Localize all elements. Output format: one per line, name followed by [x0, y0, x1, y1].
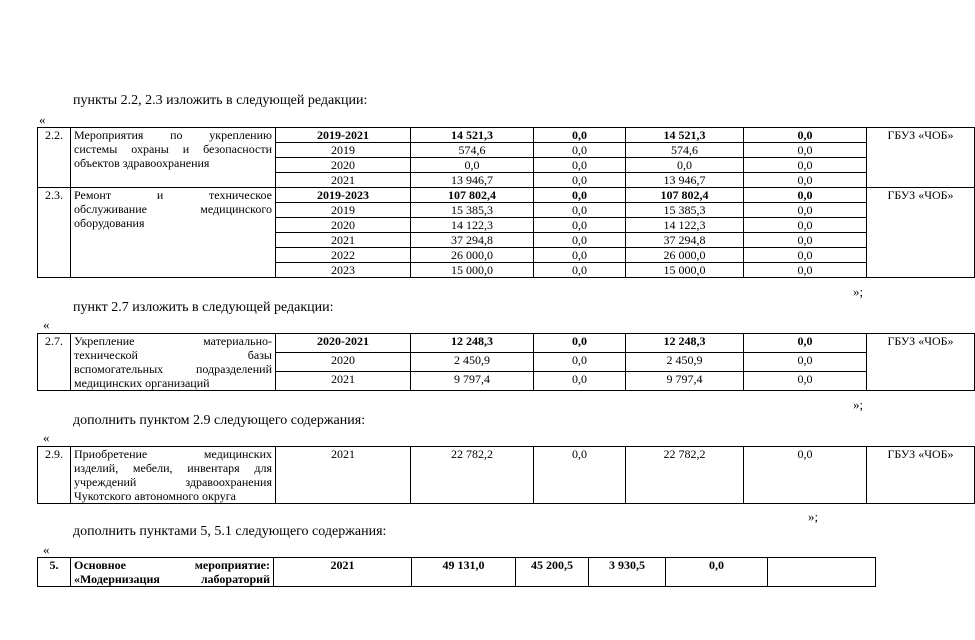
row-number: 2.2. — [38, 128, 71, 188]
value-b-cell: 45 200,5 — [516, 558, 589, 587]
desc-line: объектов здравоохранения — [74, 156, 210, 170]
value-d-cell: 0,0 — [744, 188, 867, 203]
value-c-cell: 9 797,4 — [626, 372, 744, 391]
period-cell: 2020 — [276, 158, 411, 173]
period-cell: 2021 — [276, 372, 411, 391]
row-description — [71, 558, 274, 587]
row-description — [71, 447, 276, 504]
total-cell: 15 385,3 — [411, 203, 534, 218]
table-row — [38, 188, 975, 203]
value-d-cell: 0,0 — [666, 558, 768, 587]
period-cell: 2019 — [276, 143, 411, 158]
desc-line: «Модернизация лабораторий — [74, 572, 270, 586]
desc-line: вспомогательных подразделений — [74, 362, 272, 376]
org-cell — [768, 558, 876, 587]
table-2-2-2-3 — [37, 127, 975, 278]
row-number: 2.9. — [38, 447, 71, 504]
value-b-cell: 0,0 — [534, 173, 626, 188]
value-d-cell: 0,0 — [744, 447, 867, 504]
desc-line: системы охраны и безопасности — [74, 142, 272, 156]
total-cell: 37 294,8 — [411, 233, 534, 248]
close-quote: »; — [808, 509, 819, 524]
value-d-cell: 0,0 — [744, 173, 867, 188]
total-cell: 107 802,4 — [411, 188, 534, 203]
row-number: 5. — [38, 558, 71, 587]
open-quote: « — [39, 112, 46, 127]
table-row — [38, 447, 975, 504]
desc-line: оборудования — [74, 216, 145, 230]
period-cell: 2021 — [276, 173, 411, 188]
value-c-cell: 14 521,3 — [626, 128, 744, 143]
table-row — [38, 128, 975, 143]
period-cell: 2023 — [276, 263, 411, 278]
value-c-cell: 15 000,0 — [626, 263, 744, 278]
desc-line: технической базы — [74, 348, 272, 362]
total-cell: 9 797,4 — [411, 372, 534, 391]
desc-line: медицинских организаций — [74, 376, 210, 390]
value-b-cell: 0,0 — [534, 263, 626, 278]
table-row — [38, 558, 876, 587]
section-intro-5: дополнить пунктами 5, 5.1 следующего содержания: — [73, 524, 387, 539]
value-c-cell: 22 782,2 — [626, 447, 744, 504]
open-quote: « — [43, 317, 50, 332]
table-2-9 — [37, 446, 975, 504]
value-c-cell: 107 802,4 — [626, 188, 744, 203]
value-b-cell: 0,0 — [534, 447, 626, 504]
total-cell: 0,0 — [411, 158, 534, 173]
total-cell: 14 122,3 — [411, 218, 534, 233]
period-cell: 2021 — [276, 447, 411, 504]
value-b-cell: 0,0 — [534, 372, 626, 391]
value-c-cell: 14 122,3 — [626, 218, 744, 233]
desc-line: обслуживание медицинского — [74, 202, 272, 216]
desc-line: изделий, мебели, инвентаря для — [74, 461, 272, 475]
value-d-cell: 0,0 — [744, 203, 867, 218]
open-quote: « — [43, 430, 50, 445]
value-b-cell: 0,0 — [534, 128, 626, 143]
value-c-cell: 3 930,5 — [589, 558, 666, 587]
value-d-cell: 0,0 — [744, 334, 867, 353]
value-c-cell: 574,6 — [626, 143, 744, 158]
desc-line: Приобретение медицинских — [74, 447, 272, 461]
desc-line: Мероприятия по укреплению — [74, 128, 272, 142]
row-description — [71, 188, 276, 278]
row-number: 2.7. — [38, 334, 71, 391]
org-cell: ГБУЗ «ЧОБ» — [867, 188, 975, 278]
org-cell: ГБУЗ «ЧОБ» — [867, 334, 975, 391]
row-number: 2.3. — [38, 188, 71, 278]
value-b-cell: 0,0 — [534, 158, 626, 173]
section-intro-2-9: дополнить пунктом 2.9 следующего содержания: — [73, 413, 366, 428]
row-description — [71, 128, 276, 188]
value-b-cell: 0,0 — [534, 334, 626, 353]
desc-line: учреждений здравоохранения — [74, 475, 272, 489]
section-intro-2-7: пункт 2.7 изложить в следующей редакции: — [73, 300, 334, 315]
total-cell: 22 782,2 — [411, 447, 534, 504]
open-quote: « — [43, 542, 50, 557]
desc-line: Чукотского автономного округа — [74, 489, 236, 503]
period-cell: 2021 — [274, 558, 412, 587]
period-cell: 2020 — [276, 353, 411, 372]
value-b-cell: 0,0 — [534, 218, 626, 233]
value-d-cell: 0,0 — [744, 218, 867, 233]
total-cell: 574,6 — [411, 143, 534, 158]
period-cell: 2021 — [276, 233, 411, 248]
table-2-7 — [37, 333, 975, 391]
period-cell: 2019 — [276, 203, 411, 218]
value-b-cell: 0,0 — [534, 248, 626, 263]
period-cell: 2020 — [276, 218, 411, 233]
value-b-cell: 0,0 — [534, 233, 626, 248]
value-b-cell: 0,0 — [534, 203, 626, 218]
value-b-cell: 0,0 — [534, 188, 626, 203]
value-c-cell: 15 385,3 — [626, 203, 744, 218]
value-c-cell: 26 000,0 — [626, 248, 744, 263]
total-cell: 12 248,3 — [411, 334, 534, 353]
total-cell: 2 450,9 — [411, 353, 534, 372]
value-c-cell: 0,0 — [626, 158, 744, 173]
value-b-cell: 0,0 — [534, 353, 626, 372]
value-b-cell: 0,0 — [534, 143, 626, 158]
org-cell: ГБУЗ «ЧОБ» — [867, 447, 975, 504]
total-cell: 13 946,7 — [411, 173, 534, 188]
period-cell: 2022 — [276, 248, 411, 263]
period-cell: 2019-2021 — [276, 128, 411, 143]
total-cell: 49 131,0 — [412, 558, 516, 587]
desc-line: Укрепление материально- — [74, 334, 272, 348]
desc-line: Ремонт и техническое — [74, 188, 272, 202]
org-cell: ГБУЗ «ЧОБ» — [867, 128, 975, 188]
table-5 — [37, 557, 876, 587]
total-cell: 26 000,0 — [411, 248, 534, 263]
value-c-cell: 2 450,9 — [626, 353, 744, 372]
table-row — [38, 334, 975, 353]
value-d-cell: 0,0 — [744, 372, 867, 391]
period-cell: 2020-2021 — [276, 334, 411, 353]
desc-line: Основное мероприятие: — [74, 558, 270, 572]
close-quote: »; — [853, 284, 864, 299]
value-d-cell: 0,0 — [744, 128, 867, 143]
value-d-cell: 0,0 — [744, 158, 867, 173]
value-d-cell: 0,0 — [744, 353, 867, 372]
value-c-cell: 13 946,7 — [626, 173, 744, 188]
value-c-cell: 12 248,3 — [626, 334, 744, 353]
close-quote: »; — [853, 397, 864, 412]
value-d-cell: 0,0 — [744, 248, 867, 263]
section-intro-2-2-2-3: пункты 2.2, 2.3 изложить в следующей редакции: — [73, 93, 368, 108]
value-d-cell: 0,0 — [744, 143, 867, 158]
period-cell: 2019-2023 — [276, 188, 411, 203]
row-description — [71, 334, 276, 391]
value-d-cell: 0,0 — [744, 263, 867, 278]
value-c-cell: 37 294,8 — [626, 233, 744, 248]
total-cell: 15 000,0 — [411, 263, 534, 278]
value-d-cell: 0,0 — [744, 233, 867, 248]
total-cell: 14 521,3 — [411, 128, 534, 143]
